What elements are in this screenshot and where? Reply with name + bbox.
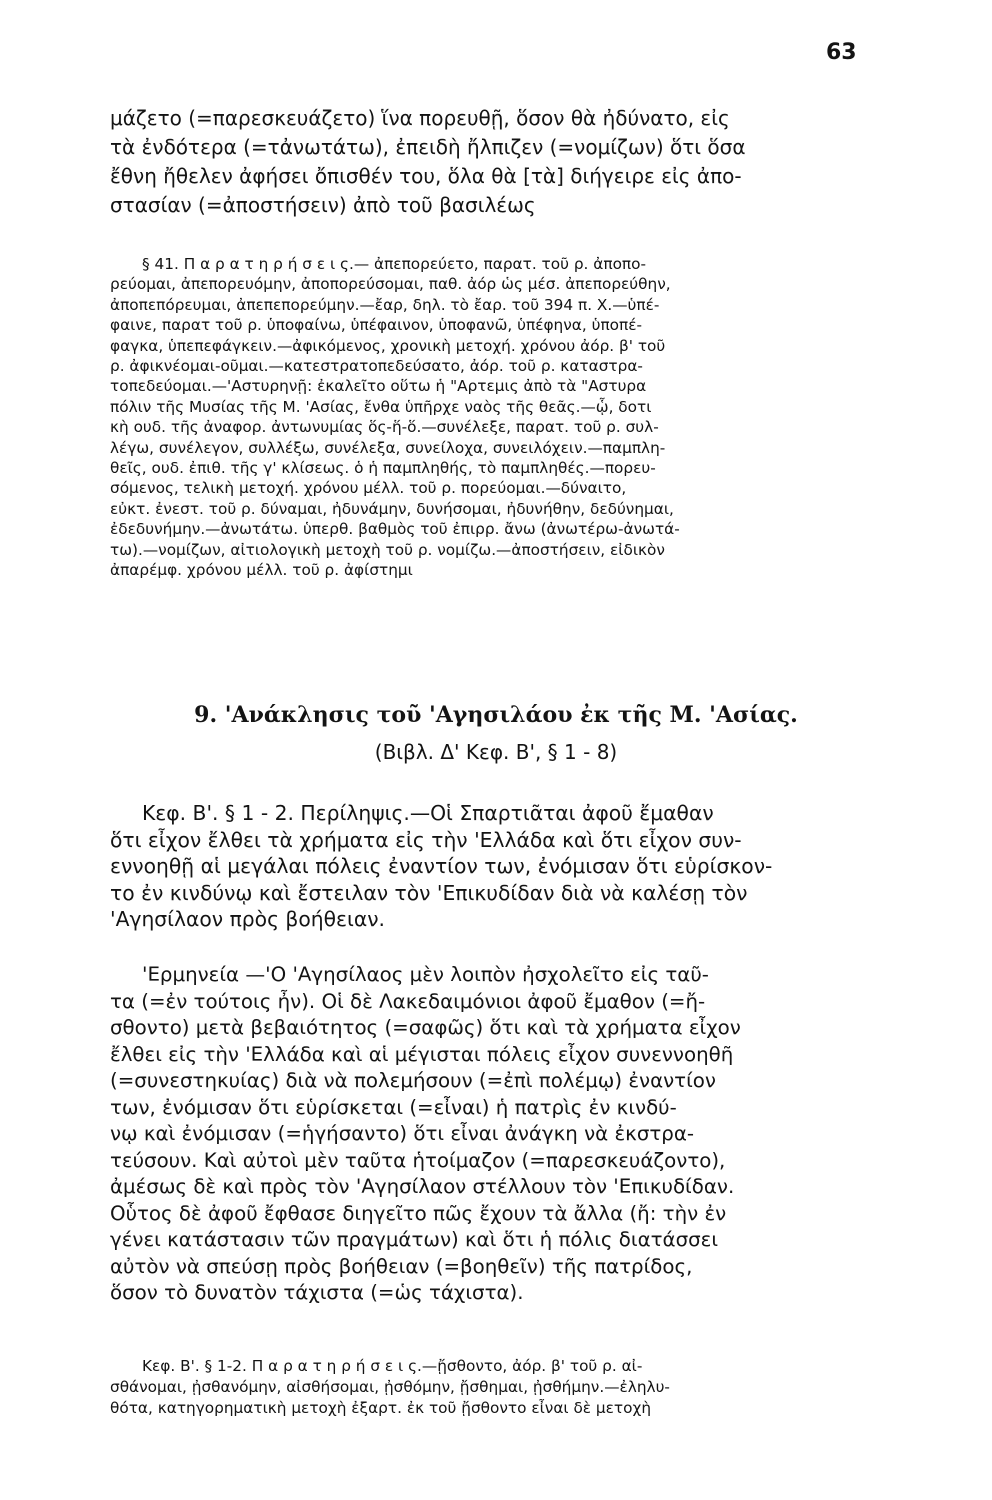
text-line: αὐτὸν νὰ σπεύσῃ πρὸς βοήθειαν (=βοηθεῖν) τῆς πατρίδος, xyxy=(110,1254,693,1278)
text-line: τὰ ἐνδότερα (=τἀνωτάτω), ἐπειδὴ ἤλπιζεν (=νομίζων) ὅτι ὅσα xyxy=(110,135,746,159)
text-line: ἔθνη ἤθελεν ἀφήσει ὄπισθέν του, ὅλα θὰ [τὰ] διήγειρε εἰς ἀπο- xyxy=(110,164,742,188)
section-reference: (Βιβλ. Δ' Κεφ. Β', § 1 - 8) xyxy=(374,740,618,764)
summary-paragraph xyxy=(110,800,886,933)
text-line: σθοντο) μετὰ βεβαιότητος (=σαφῶς) ὅτι καὶ τὰ χρήματα εἶχον xyxy=(110,1016,741,1039)
text-line: σόμενος, τελικὴ μετοχή. χρόνου μέλλ. τοῦ ρ. πορεύομαι.—δύναιτο, xyxy=(110,479,627,498)
text-line: ἀπαρέμφ. χρόνου μέλλ. τοῦ ρ. ἀφίστημι xyxy=(110,561,413,580)
text-line: τοπεδεύομαι.—'Αστυρηνῇ: ἐκαλεῖτο οὕτω ἡ "Αρτεμις ἀπὸ τὰ "Αστυρα xyxy=(110,377,647,396)
text-line: ὅσον τὸ δυνατὸν τάχιστα (=ὡς τάχιστα). xyxy=(110,1281,524,1304)
text-line: § 41. Π α ρ α τ η ρ ή σ ε ι ς.— ἀπεπορεύετο, παρατ. τοῦ ρ. ἀποπο- xyxy=(142,255,647,273)
intro-paragraph xyxy=(110,104,866,220)
text-line: φαγκα, ὑπεπεφάγκειν.—ἀφικόμενος, χρονικὴ μετοχή. χρόνου ἀόρ. β' τοῦ xyxy=(110,336,666,355)
text-line: γένει κατάστασιν τῶν πραγμάτων) καὶ ὅτι ἡ πόλις διατάσσει xyxy=(110,1228,719,1251)
text-line: θότα, κατηγορηματικὴ μετοχὴ ἐξαρτ. ἐκ τοῦ ᾔσθοντο εἶναι δὲ μετοχὴ xyxy=(110,1399,652,1417)
text-line: στασίαν (=ἀποστήσειν) ἀπὸ τοῦ βασιλέως xyxy=(110,193,536,217)
text-line: το ἐν κινδύνῳ καὶ ἔστειλαν τὸν 'Επικυδίδαν διὰ νὰ καλέσῃ τὸν xyxy=(110,880,748,905)
text-line: τα (=ἐν τούτοις ἦν). Οἱ δὲ Λακεδαιμόνιοι ἀφοῦ ἔμαθον (=ἤ- xyxy=(110,989,706,1013)
text-line: 'Ερμηνεία —'Ο 'Αγησίλαος μὲν λοιπὸν ἠσχολεῖτο εἰς ταῦ- xyxy=(142,963,709,986)
text-line: τεύσουν. Καὶ αὐτοὶ μὲν ταῦτα ἡτοίμαζον (=παρεσκευάζοντο), xyxy=(110,1148,726,1172)
page-number: 63 xyxy=(826,40,857,65)
text-line: πόλιν τῆς Μυσίας τῆς Μ. 'Ασίας, ἔνθα ὑπῆρχε ναὸς τῆς θεᾶς.—ᾧ, δοτι xyxy=(110,397,652,416)
text-line: 'Αγησίλαον πρὸς βοήθειαν. xyxy=(110,907,386,931)
text-line: φαινε, παρατ τοῦ ρ. ὑποφαίνω, ὑπέφαινον, ὑποφανῶ, ὑπέφηνα, ὑποπέ- xyxy=(110,316,643,335)
text-line: ὅτι εἶχον ἔλθει τὰ χρήματα εἰς τὴν 'Ελλάδα καὶ ὅτι εἶχον συν- xyxy=(110,827,742,852)
text-line: Οὗτος δὲ ἀφοῦ ἔφθασε διηγεῖτο πῶς ἔχουν τὰ ἄλλα (ἤ: τὴν ἐν xyxy=(110,1201,727,1225)
text-line: (=συνεστηκυίας) διὰ νὰ πολεμήσουν (=ἐπὶ πολέμῳ) ἐναντίον xyxy=(110,1069,716,1092)
text-line: εννοηθῇ αἱ μεγάλαι πόλεις ἐναντίον των, ἐνόμισαν ὅτι εὑρίσκον- xyxy=(110,854,773,878)
text-line: Κεφ. Β'. § 1 - 2. Περίληψις.—Οἱ Σπαρτιᾶται ἀφοῦ ἔμαθαν xyxy=(142,801,714,825)
text-line: λέγω, συνέλεγον, συλλέξω, συνέλεξα, συνείλοχα, συνειλόχειν.—παμπλη- xyxy=(110,438,666,457)
text-line: θεῖς, ουδ. ἐπιθ. τῆς γ' κλίσεως. ὁ ἡ παμπληθής, τὸ παμπληθές.—πορευ- xyxy=(110,459,656,478)
text-line: ἔλθει εἰς τὴν 'Ελλάδα καὶ αἱ μέγισται πόλεις εἶχον συνεννοηθῆ xyxy=(110,1042,734,1066)
text-line: ἀποπεπόρευμαι, ἀπεπεπορεύμην.—ἔαρ, δηλ. τὸ ἔαρ. τοῦ 394 π. Χ.—ὑπέ- xyxy=(110,295,660,314)
interpretation-paragraph xyxy=(110,962,890,1307)
text-line: ἀμέσως δὲ καὶ πρὸς τὸν 'Αγησίλαον στέλλουν τὸν 'Επικυδίδαν. xyxy=(110,1175,735,1198)
text-line: νῳ καὶ ἐνόμισαν (=ἡγήσαντο) ὅτι εἶναι ἀνάγκη νὰ ἐκστρα- xyxy=(110,1122,695,1145)
text-line: ἐδεδυνήμην.—ἀνωτάτω. ὑπερθ. βαθμὸς τοῦ ἐπιρρ. ἄνω (ἀνωτέρω-ἀνωτά- xyxy=(110,520,680,539)
text-line: τω).—νομίζων, αἰτιολογικὴ μετοχὴ τοῦ ρ. νομίζω.—ἀποστήσειν, εἰδικὸν xyxy=(110,540,665,559)
text-line: σθάνομαι, ᾐσθανόμην, αἰσθήσομαι, ᾐσθόμην, ᾔσθημαι, ᾐσθήμην.—ἐληλυ- xyxy=(110,1378,670,1396)
text-line: μάζετο (=παρεσκευάζετο) ἵνα πορευθῇ, ὅσον θὰ ἠδύνατο, εἰς xyxy=(110,106,730,130)
text-line: κὴ ουδ. τῆς ἀναφορ. ἀντωνυμίας ὅς-ἥ-ὅ.—συνέλεξε, παρατ. τοῦ ρ. συλ- xyxy=(110,418,659,437)
text-line: Κεφ. Β'. § 1-2. Π α ρ α τ η ρ ή σ ε ι ς.—ᾔσθοντο, ἀόρ. β' τοῦ ρ. αἰ- xyxy=(142,1357,643,1375)
text-line: εὐκτ. ἐνεστ. τοῦ ρ. δύναμαι, ἠδυνάμην, δυνήσομαι, ἠδυνήθην, δεδύνημαι, xyxy=(110,499,674,518)
text-line: ρ. ἀφικνέομαι-οῦμαι.—κατεστρατοπεδεύσατο, ἀόρ. τοῦ ρ. καταστρα- xyxy=(110,357,643,376)
text-line: ρεύομαι, ἀπεπορευόμην, ἀποπορεύσομαι, παθ. ἀόρ ὡς μέσ. ἀπεπορεύθην, xyxy=(110,275,671,294)
remarks-chapter-b xyxy=(110,1356,890,1419)
text-line: των, ἐνόμισαν ὅτι εὑρίσκεται (=εἶναι) ἡ πατρὶς ἐν κινδύ- xyxy=(110,1095,677,1119)
remarks-section-41 xyxy=(110,254,872,581)
section-title: 9. 'Ανάκλησις τοῦ 'Αγησιλάου ἐκ τῆς Μ. 'Ασίας. xyxy=(194,702,798,728)
